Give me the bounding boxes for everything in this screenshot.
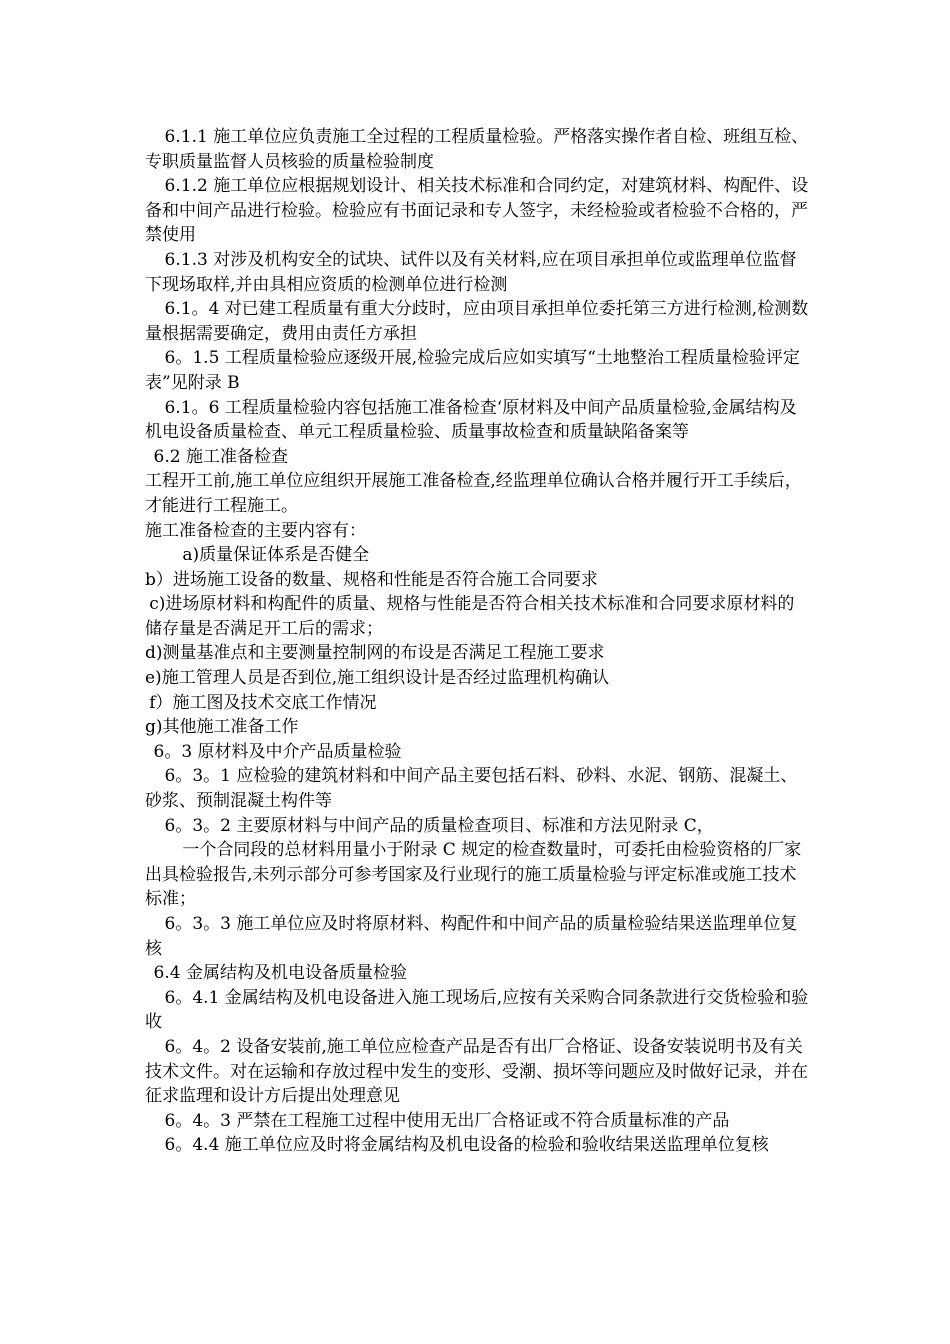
paragraph-6-1-1: 6.1.1 施工单位应负责施工全过程的工程质量检验。严格落实操作者自检、班组互检、专职质量监督人员核验的质量检验制度 [145,127,809,172]
list-item-a: a)质量保证体系是否健全 [182,545,370,566]
list-item-f: f）施工图及技术交底工作情况 [149,692,377,713]
paragraph-6-3-3: 6。3。3 施工单位应及时将原材料、构配件和中间产品的质量检验结果送监理单位复核 [145,914,798,959]
paragraph-6-1-5: 6。1.5 工程质量检验应逐级开展,检验完成后应如实填写“土地整治工程质量检验评定表”见附录 B [145,348,800,393]
list-item-d: d)测量基准点和主要测量控制网的布设是否满足工程施工要求 [145,643,605,664]
document-body [145,125,810,1158]
paragraph-6-2-content-lead: 施工准备检查的主要内容有： [145,520,366,541]
section-heading-6-3: 6。3 原材料及中介产品质量检验 [153,741,402,762]
paragraph-6-1-4: 6.1。4 对已建工程质量有重大分歧时，应由项目承担单位委托第三方进行检测,检测数量根据需要确定，费用由责任方承担 [145,299,809,344]
paragraph-6-1-6: 6.1。6 工程质量检验内容包括施工准备检查‘原材料及中间产品质量检验,金属结构及机电设备质量检查、单元工程质量检验、质量事故检查和质量缺陷备案等 [145,397,797,443]
section-heading-6-2: 6.2 施工准备检查 [153,446,288,467]
list-item-b: b）进场施工设备的数量、规格和性能是否符合施工合同要求 [145,569,598,590]
list-item-c: c)进场原材料和构配件的质量、规格与性能是否符合相关技术标准和合同要求原材料的储存量是否满足开工后的需求； [145,594,795,639]
list-item-g: g)其他施工准备工作 [145,717,299,738]
paragraph-6-4-4: 6。4.4 施工单位应及时将金属结构及机电设备的检验和验收结果送监理单位复核 [164,1135,769,1156]
paragraph-6-3-2: 6。3。2 主要原材料与中间产品的质量检查项目、标准和方法见附录 C， [164,815,714,836]
paragraph-6-2-intro: 工程开工前,施工单位应组织开展施工准备检查,经监理单位确认合格并履行开工手续后，才能进行工程施工。 [145,471,802,516]
paragraph-6-1-3: 6.1.3 对涉及机构安全的试块、试件以及有关材料,应在项目承担单位或监理单位监督下现场取样,并由具相应资质的检测单位进行检测 [145,249,797,295]
section-heading-6-4: 6.4 金属结构及机电设备质量检验 [153,963,407,984]
paragraph-6-1-2: 6.1.2 施工单位应根据规划设计、相关技术标准和合同约定，对建筑材料、构配件、设备和中间产品进行检验。检验应有书面记录和专人签字，未经检验或者检验不合格的，严禁使用 [145,176,809,246]
list-item-e: e)施工管理人员是否到位,施工组织设计是否经过监理机构确认 [145,668,610,689]
paragraph-6-4-3: 6。4。3 严禁在工程施工过程中使用无出厂合格证或不符合质量标准的产品 [164,1110,730,1131]
paragraph-6-4-1: 6。4.1 金属结构及机电设备进入施工现场后,应按有关采购合同条款进行交货检验和验收 [145,987,809,1033]
paragraph-6-3-1: 6。3。1 应检验的建筑材料和中间产品主要包括石料、砂料、水泥、钢筋、混凝土、砂浆、预制混凝土构件等 [145,766,798,812]
paragraph-6-3-2-note: 一个合同段的总材料用量小于附录 C 规定的检查数量时，可委托由检验资格的厂家出具检验报告,未列示部分可参考国家及行业现行的施工质量检验与评定标准或施工技术标准； [145,840,802,910]
paragraph-6-4-2: 6。4。2 设备安装前,施工单位应检查产品是否有出厂合格证、设备安装说明书及有关技术文件。对在运输和存放过程中发生的变形、受潮、损坏等问题应及时做好记录，并在征求监理和设计方后提出处理意见 [145,1036,808,1107]
